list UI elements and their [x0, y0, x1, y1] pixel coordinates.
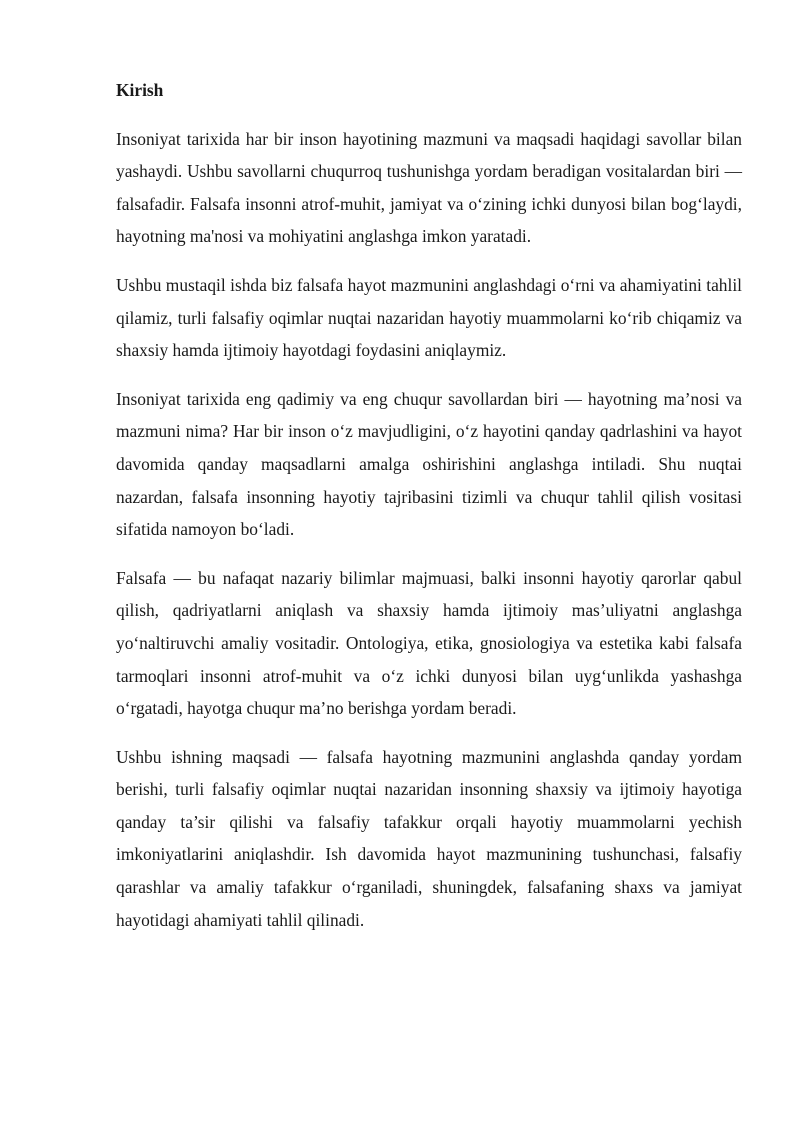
paragraph-5: Ushbu ishning maqsadi — falsafa hayotning mazmunini anglashda qanday yordam berishi, turli falsafiy oqimlar nuqtai nazaridan insonning shaxsiy va ijtimoiy hayotiga qanday ta’sir qilishi va falsafiy tafakkur orqali hayotiy muammolarni yechish imkoniyatlarini aniqlashdir. Ish davomida hayot mazmunining tushunchasi, falsafiy qarashlar va amaliy tafakkur o‘rganiladi, shuningdek, falsafaning shaxs va jamiyat hayotidagi ahamiyati tahlil qilinadi.	[116, 746, 742, 930]
paragraph-3: Insoniyat tarixida eng qadimiy va eng chuqur savollardan biri — hayotning ma’nosi va mazmuni nima? Har bir inson o‘z mavjudligini, o‘z hayotini qanday qadrlashini va hayot davomida qanday maqsadlarni amalga oshirishini anglashga intiladi. Shu nuqtai nazardan, falsafa insonning hayotiy tajribasini tizimli va chuqur tahlil qilish vositasi sifatida namoyon bo‘ladi.	[116, 388, 742, 540]
paragraph-4: Falsafa — bu nafaqat nazariy bilimlar majmuasi, balki insonni hayotiy qarorlar qabul qilish, qadriyatlarni aniqlash va shaxsiy hamda ijtimoiy mas’uliyatni anglashga yo‘naltiruvchi amaliy vositadir. Ontologiya, etika, gnosiologiya va estetika kabi falsafa tarmoqlari insonni atrof-muhit va o‘z ichki dunyosi bilan uyg‘unlikda yashashga o‘rgatadi, hayotga chuqur ma’no berishga yordam beradi.	[116, 567, 742, 719]
section-heading: Kirish	[116, 80, 164, 100]
document-body	[116, 74, 742, 952]
paragraph-2: Ushbu mustaqil ishda biz falsafa hayot mazmunini anglashdagi o‘rni va ahamiyatini tahlil qilamiz, turli falsafiy oqimlar nuqtai nazaridan hayotiy muammolarni ko‘rib chiqamiz va shaxsiy hamda ijtimoiy hayotdagi foydasini aniqlaymiz.	[116, 274, 742, 361]
paragraph-1: Insoniyat tarixida har bir inson hayotining mazmuni va maqsadi haqidagi savollar bilan yashaydi. Ushbu savollarni chuqurroq tushunishga yordam beradigan vositalardan biri — falsafadir. Falsafa insonni atrof-muhit, jamiyat va o‘zining ichki dunyosi bilan bog‘laydi, hayotning ma'nosi va mohiyatini anglashga imkon yaratadi.	[116, 128, 742, 247]
